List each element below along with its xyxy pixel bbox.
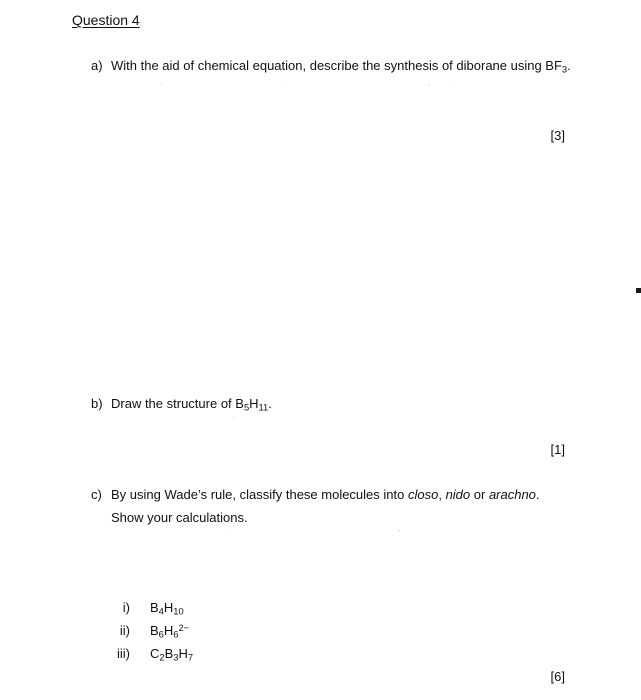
part-c-question-line2: Show your calculations. xyxy=(111,510,248,525)
part-a-question xyxy=(111,58,571,73)
part-a-label: a) xyxy=(91,58,103,73)
part-b-marks: [1] xyxy=(550,442,565,457)
part-c-line1-prefix: By using Wade’s rule, classify these molecules into xyxy=(111,487,408,502)
term-arachno: arachno xyxy=(488,487,536,502)
part-b-text: Draw the structure of B xyxy=(111,396,244,411)
charge: 2− xyxy=(178,622,190,633)
el: B xyxy=(164,646,174,661)
part-a-suffix: . xyxy=(567,58,571,73)
part-a-subscript: 3 xyxy=(561,64,568,75)
scan-speck xyxy=(636,288,641,293)
el: H xyxy=(163,623,174,638)
part-a-text: With the aid of chemical equation, describe the synthesis of diborane using BF xyxy=(111,58,562,73)
el: B xyxy=(150,623,159,638)
item-iii-numeral: iii) xyxy=(117,646,130,661)
el: C xyxy=(150,646,160,661)
formula-b4h10 xyxy=(150,600,184,615)
formula-c2b3h7 xyxy=(150,646,193,661)
part-c-label: c) xyxy=(91,487,102,502)
term-nido: nido xyxy=(445,487,471,502)
formula-b6h6-2minus xyxy=(150,623,189,638)
sub: 3 xyxy=(173,652,179,663)
part-a-marks: [3] xyxy=(550,128,565,143)
part-c-sep1: , xyxy=(438,487,446,502)
sub: 4 xyxy=(158,606,164,617)
question-title: Question 4 xyxy=(72,12,140,28)
part-c-line1-suffix: . xyxy=(535,487,540,502)
part-b-suffix: . xyxy=(268,396,272,411)
part-b-sub1: 5 xyxy=(243,402,250,413)
item-i-numeral: i) xyxy=(122,600,130,615)
item-ii-numeral: ii) xyxy=(119,623,130,638)
el: H xyxy=(178,646,188,661)
part-c-sep2: or xyxy=(470,487,489,502)
sub: 2 xyxy=(159,652,165,663)
faint-scan-mark-b: · xyxy=(232,414,235,421)
sub: 6 xyxy=(173,629,179,640)
part-b-question xyxy=(111,396,272,411)
sub: 7 xyxy=(187,652,194,663)
part-b-label: b) xyxy=(91,396,103,411)
term-closo: closo xyxy=(407,487,439,502)
part-b-sub2: 11 xyxy=(258,402,269,413)
sub: 6 xyxy=(158,629,164,640)
part-c-marks: [6] xyxy=(550,669,565,684)
el: H xyxy=(163,600,174,615)
part-c-question-line1 xyxy=(111,487,540,502)
el: B xyxy=(150,600,159,615)
part-b-mid: H xyxy=(249,396,259,411)
sub: 10 xyxy=(173,606,184,617)
